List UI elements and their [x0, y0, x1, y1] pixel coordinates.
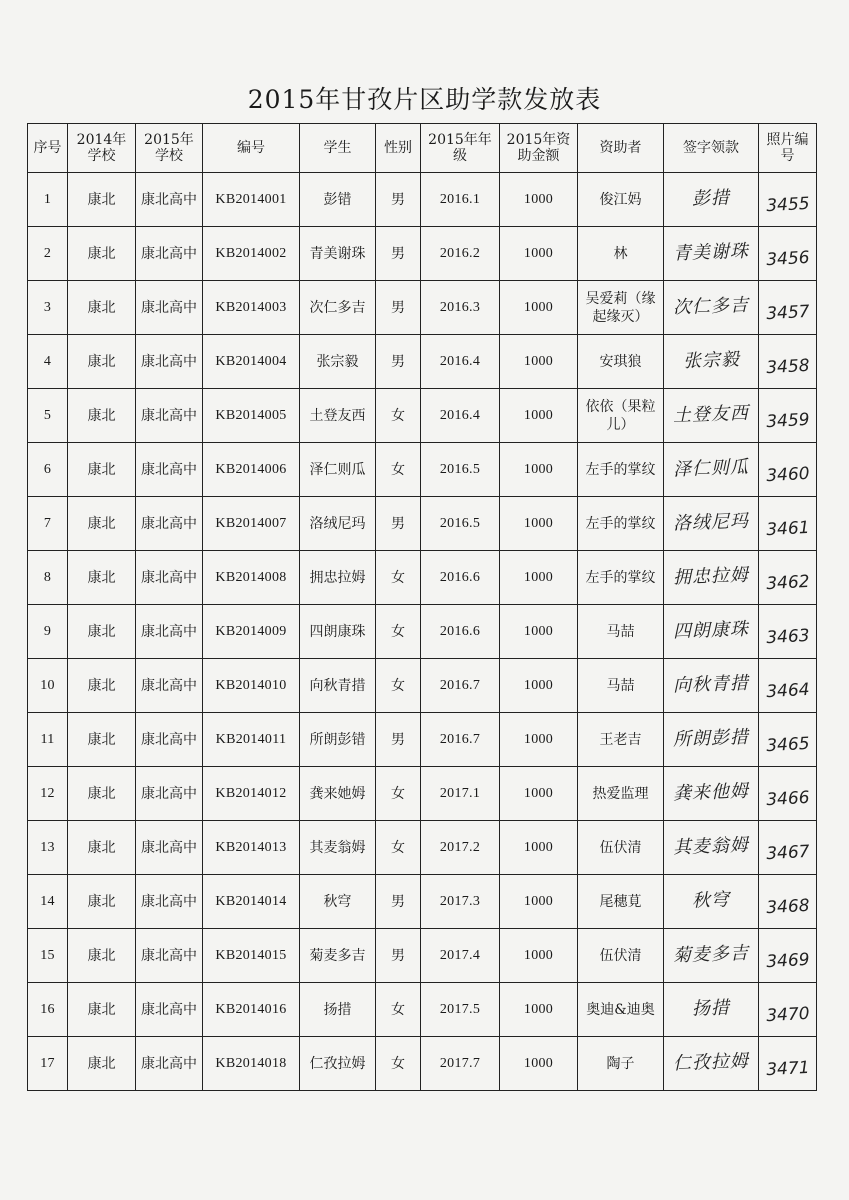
cell-student: 仁孜拉姆	[300, 1037, 376, 1091]
cell-code: KB2014003	[203, 281, 300, 335]
cell-sponsor: 俊江妈	[578, 173, 664, 227]
cell-amount: 1000	[500, 1037, 578, 1091]
table-row	[28, 335, 817, 389]
handwritten-photo-number: 3461	[765, 517, 810, 541]
cell-school-2014: 康北	[68, 1037, 136, 1091]
cell-sponsor: 奥迪&迪奥	[578, 983, 664, 1037]
cell-seq: 5	[28, 389, 68, 443]
table-row	[28, 497, 817, 551]
cell-seq: 12	[28, 767, 68, 821]
cell-gender: 女	[376, 767, 421, 821]
cell-school-2014: 康北	[68, 713, 136, 767]
cell-amount: 1000	[500, 605, 578, 659]
table-row	[28, 713, 817, 767]
cell-code: KB2014004	[203, 335, 300, 389]
handwritten-signature: 扬措	[691, 997, 731, 1020]
cell-seq: 4	[28, 335, 68, 389]
cell-grade: 2016.2	[421, 227, 500, 281]
cell-signature	[664, 605, 759, 659]
cell-school-2015: 康北高中	[136, 929, 203, 983]
handwritten-signature: 青美谢珠	[672, 240, 750, 265]
cell-sponsor: 左手的掌纹	[578, 443, 664, 497]
cell-amount: 1000	[500, 227, 578, 281]
cell-photo-number	[759, 227, 817, 281]
cell-sponsor: 马喆	[578, 605, 664, 659]
cell-gender: 男	[376, 227, 421, 281]
cell-school-2014: 康北	[68, 281, 136, 335]
cell-code: KB2014007	[203, 497, 300, 551]
cell-sponsor: 伍伏清	[578, 821, 664, 875]
cell-student: 菊麦多吉	[300, 929, 376, 983]
cell-student: 扬措	[300, 983, 376, 1037]
cell-school-2015: 康北高中	[136, 767, 203, 821]
cell-code: KB2014009	[203, 605, 300, 659]
cell-seq: 16	[28, 983, 68, 1037]
cell-school-2014: 康北	[68, 443, 136, 497]
cell-sponsor: 热爱监理	[578, 767, 664, 821]
cell-photo-number	[759, 551, 817, 605]
cell-gender: 男	[376, 173, 421, 227]
handwritten-photo-number: 3462	[765, 571, 810, 595]
handwritten-photo-number: 3460	[765, 463, 810, 487]
table-row	[28, 767, 817, 821]
cell-school-2015: 康北高中	[136, 1037, 203, 1091]
cell-photo-number	[759, 605, 817, 659]
cell-student: 泽仁则瓜	[300, 443, 376, 497]
cell-amount: 1000	[500, 713, 578, 767]
cell-school-2015: 康北高中	[136, 875, 203, 929]
cell-amount: 1000	[500, 929, 578, 983]
cell-code: KB2014005	[203, 389, 300, 443]
cell-grade: 2017.1	[421, 767, 500, 821]
cell-photo-number	[759, 443, 817, 497]
cell-school-2014: 康北	[68, 929, 136, 983]
cell-code: KB2014002	[203, 227, 300, 281]
cell-code: KB2014018	[203, 1037, 300, 1091]
cell-student: 秋穹	[300, 875, 376, 929]
cell-school-2015: 康北高中	[136, 821, 203, 875]
cell-school-2014: 康北	[68, 605, 136, 659]
handwritten-signature: 彭措	[691, 187, 731, 210]
cell-school-2014: 康北	[68, 497, 136, 551]
table-header-row	[28, 124, 817, 173]
cell-seq: 2	[28, 227, 68, 281]
table-row	[28, 281, 817, 335]
cell-student: 其麦翁姆	[300, 821, 376, 875]
cell-signature	[664, 281, 759, 335]
header-student: 学生	[300, 124, 376, 173]
cell-signature	[664, 767, 759, 821]
cell-amount: 1000	[500, 767, 578, 821]
cell-amount: 1000	[500, 875, 578, 929]
cell-photo-number	[759, 1037, 817, 1091]
cell-gender: 女	[376, 551, 421, 605]
cell-amount: 1000	[500, 551, 578, 605]
cell-school-2014: 康北	[68, 335, 136, 389]
cell-school-2015: 康北高中	[136, 713, 203, 767]
handwritten-photo-number: 3457	[765, 301, 810, 325]
cell-gender: 男	[376, 875, 421, 929]
header-signature: 签字领款	[664, 124, 759, 173]
cell-gender: 男	[376, 281, 421, 335]
cell-seq: 6	[28, 443, 68, 497]
cell-photo-number	[759, 659, 817, 713]
cell-sponsor: 尾穗莧	[578, 875, 664, 929]
cell-school-2014: 康北	[68, 767, 136, 821]
handwritten-photo-number: 3465	[765, 733, 810, 757]
cell-signature	[664, 335, 759, 389]
handwritten-photo-number: 3471	[765, 1057, 810, 1081]
cell-amount: 1000	[500, 335, 578, 389]
handwritten-signature: 土登友西	[672, 402, 750, 427]
header-gender: 性别	[376, 124, 421, 173]
handwritten-signature: 所朗彭措	[672, 726, 750, 751]
header-school-2014: 2014年学校	[68, 124, 136, 173]
header-seq: 序号	[28, 124, 68, 173]
cell-student: 张宗毅	[300, 335, 376, 389]
cell-school-2014: 康北	[68, 983, 136, 1037]
cell-grade: 2016.5	[421, 443, 500, 497]
handwritten-photo-number: 3469	[765, 949, 810, 973]
cell-code: KB2014006	[203, 443, 300, 497]
cell-seq: 11	[28, 713, 68, 767]
cell-photo-number	[759, 767, 817, 821]
cell-gender: 女	[376, 821, 421, 875]
handwritten-photo-number: 3463	[765, 625, 810, 649]
cell-school-2015: 康北高中	[136, 281, 203, 335]
table-row	[28, 389, 817, 443]
cell-signature	[664, 173, 759, 227]
header-grade-2015: 2015年年级	[421, 124, 500, 173]
handwritten-signature: 菊麦多吉	[672, 942, 750, 967]
table-row	[28, 821, 817, 875]
cell-seq: 9	[28, 605, 68, 659]
handwritten-signature: 洛绒尼玛	[672, 510, 750, 535]
cell-amount: 1000	[500, 173, 578, 227]
cell-gender: 女	[376, 443, 421, 497]
cell-sponsor: 左手的掌纹	[578, 497, 664, 551]
cell-code: KB2014015	[203, 929, 300, 983]
cell-photo-number	[759, 713, 817, 767]
handwritten-signature: 次仁多吉	[672, 294, 750, 319]
handwritten-signature: 向秋青措	[672, 672, 750, 697]
cell-amount: 1000	[500, 659, 578, 713]
cell-seq: 13	[28, 821, 68, 875]
cell-photo-number	[759, 929, 817, 983]
cell-school-2015: 康北高中	[136, 443, 203, 497]
cell-gender: 女	[376, 659, 421, 713]
cell-photo-number	[759, 173, 817, 227]
cell-student: 龚来她姆	[300, 767, 376, 821]
cell-code: KB2014012	[203, 767, 300, 821]
cell-gender: 男	[376, 335, 421, 389]
table-row	[28, 1037, 817, 1091]
cell-sponsor: 左手的掌纹	[578, 551, 664, 605]
cell-sponsor: 伍伏清	[578, 929, 664, 983]
cell-student: 洛绒尼玛	[300, 497, 376, 551]
cell-student: 向秋青措	[300, 659, 376, 713]
cell-signature	[664, 983, 759, 1037]
cell-code: KB2014001	[203, 173, 300, 227]
cell-seq: 10	[28, 659, 68, 713]
cell-signature	[664, 227, 759, 281]
cell-student: 彭错	[300, 173, 376, 227]
cell-sponsor: 马喆	[578, 659, 664, 713]
cell-signature	[664, 389, 759, 443]
cell-sponsor: 陶子	[578, 1037, 664, 1091]
cell-amount: 1000	[500, 281, 578, 335]
cell-sponsor: 吴爱莉（缘起缘灭）	[578, 281, 664, 335]
cell-student: 拥忠拉姆	[300, 551, 376, 605]
cell-grade: 2016.7	[421, 659, 500, 713]
table-row	[28, 443, 817, 497]
cell-amount: 1000	[500, 389, 578, 443]
cell-code: KB2014011	[203, 713, 300, 767]
cell-gender: 男	[376, 497, 421, 551]
cell-school-2014: 康北	[68, 875, 136, 929]
table-row	[28, 605, 817, 659]
cell-grade: 2016.4	[421, 389, 500, 443]
cell-grade: 2016.6	[421, 605, 500, 659]
cell-sponsor: 安琪狼	[578, 335, 664, 389]
table-row	[28, 929, 817, 983]
table-row	[28, 551, 817, 605]
handwritten-photo-number: 3459	[765, 409, 810, 433]
cell-amount: 1000	[500, 497, 578, 551]
handwritten-photo-number: 3456	[765, 247, 810, 271]
handwritten-photo-number: 3458	[765, 355, 810, 379]
handwritten-photo-number: 3466	[765, 787, 810, 811]
cell-grade: 2016.5	[421, 497, 500, 551]
header-code: 编号	[203, 124, 300, 173]
handwritten-photo-number: 3455	[765, 193, 810, 217]
cell-photo-number	[759, 389, 817, 443]
cell-school-2015: 康北高中	[136, 983, 203, 1037]
header-sponsor: 资助者	[578, 124, 664, 173]
cell-seq: 7	[28, 497, 68, 551]
cell-amount: 1000	[500, 821, 578, 875]
cell-signature	[664, 659, 759, 713]
cell-signature	[664, 443, 759, 497]
table-row	[28, 227, 817, 281]
cell-amount: 1000	[500, 983, 578, 1037]
cell-school-2015: 康北高中	[136, 605, 203, 659]
cell-gender: 女	[376, 605, 421, 659]
handwritten-photo-number: 3464	[765, 679, 810, 703]
cell-code: KB2014008	[203, 551, 300, 605]
table-row	[28, 875, 817, 929]
cell-school-2014: 康北	[68, 389, 136, 443]
cell-amount: 1000	[500, 443, 578, 497]
cell-school-2014: 康北	[68, 551, 136, 605]
cell-seq: 8	[28, 551, 68, 605]
stipend-table	[27, 123, 817, 1091]
cell-code: KB2014013	[203, 821, 300, 875]
cell-photo-number	[759, 875, 817, 929]
cell-school-2015: 康北高中	[136, 551, 203, 605]
cell-school-2015: 康北高中	[136, 389, 203, 443]
cell-signature	[664, 1037, 759, 1091]
cell-gender: 女	[376, 983, 421, 1037]
cell-student: 所朗彭错	[300, 713, 376, 767]
cell-gender: 女	[376, 389, 421, 443]
cell-school-2014: 康北	[68, 173, 136, 227]
handwritten-signature: 其麦翁姆	[672, 834, 750, 859]
cell-grade: 2016.7	[421, 713, 500, 767]
cell-school-2015: 康北高中	[136, 659, 203, 713]
cell-grade: 2016.3	[421, 281, 500, 335]
table-row	[28, 983, 817, 1037]
handwritten-signature: 张宗毅	[682, 349, 740, 372]
cell-code: KB2014016	[203, 983, 300, 1037]
handwritten-signature: 仁孜拉姆	[672, 1050, 750, 1075]
cell-school-2014: 康北	[68, 227, 136, 281]
cell-signature	[664, 713, 759, 767]
cell-student: 土登友西	[300, 389, 376, 443]
cell-grade: 2016.6	[421, 551, 500, 605]
handwritten-photo-number: 3467	[765, 841, 810, 865]
cell-grade: 2017.3	[421, 875, 500, 929]
cell-school-2015: 康北高中	[136, 335, 203, 389]
cell-gender: 男	[376, 713, 421, 767]
handwritten-signature: 秋穹	[691, 889, 731, 912]
cell-photo-number	[759, 821, 817, 875]
handwritten-photo-number: 3468	[765, 895, 810, 919]
cell-sponsor: 王老吉	[578, 713, 664, 767]
cell-grade: 2017.7	[421, 1037, 500, 1091]
document-title: 2015年甘孜片区助学款发放表	[247, 85, 602, 114]
cell-signature	[664, 875, 759, 929]
cell-school-2015: 康北高中	[136, 173, 203, 227]
cell-signature	[664, 821, 759, 875]
cell-gender: 女	[376, 1037, 421, 1091]
cell-school-2015: 康北高中	[136, 227, 203, 281]
header-amount-2015: 2015年资助金额	[500, 124, 578, 173]
table-row	[28, 173, 817, 227]
cell-seq: 1	[28, 173, 68, 227]
handwritten-signature: 龚来他姆	[672, 780, 750, 805]
cell-grade: 2016.1	[421, 173, 500, 227]
cell-signature	[664, 497, 759, 551]
cell-school-2014: 康北	[68, 659, 136, 713]
cell-grade: 2017.4	[421, 929, 500, 983]
cell-grade: 2016.4	[421, 335, 500, 389]
cell-sponsor: 依依（果粒儿）	[578, 389, 664, 443]
cell-student: 青美谢珠	[300, 227, 376, 281]
cell-school-2014: 康北	[68, 821, 136, 875]
cell-school-2015: 康北高中	[136, 497, 203, 551]
cell-gender: 男	[376, 929, 421, 983]
table-body	[28, 173, 817, 1091]
cell-signature	[664, 551, 759, 605]
handwritten-signature: 泽仁则瓜	[672, 456, 750, 481]
cell-photo-number	[759, 497, 817, 551]
table-row	[28, 659, 817, 713]
cell-student: 次仁多吉	[300, 281, 376, 335]
cell-code: KB2014010	[203, 659, 300, 713]
handwritten-signature: 四朗康珠	[672, 618, 750, 643]
cell-seq: 17	[28, 1037, 68, 1091]
cell-photo-number	[759, 983, 817, 1037]
cell-student: 四朗康珠	[300, 605, 376, 659]
header-photo-number: 照片编号	[759, 124, 817, 173]
cell-code: KB2014014	[203, 875, 300, 929]
cell-photo-number	[759, 281, 817, 335]
cell-photo-number	[759, 335, 817, 389]
cell-seq: 15	[28, 929, 68, 983]
cell-grade: 2017.2	[421, 821, 500, 875]
cell-signature	[664, 929, 759, 983]
cell-seq: 14	[28, 875, 68, 929]
cell-sponsor: 林	[578, 227, 664, 281]
handwritten-signature: 拥忠拉姆	[672, 564, 750, 589]
header-school-2015: 2015年学校	[136, 124, 203, 173]
cell-seq: 3	[28, 281, 68, 335]
cell-grade: 2017.5	[421, 983, 500, 1037]
handwritten-photo-number: 3470	[765, 1003, 810, 1027]
